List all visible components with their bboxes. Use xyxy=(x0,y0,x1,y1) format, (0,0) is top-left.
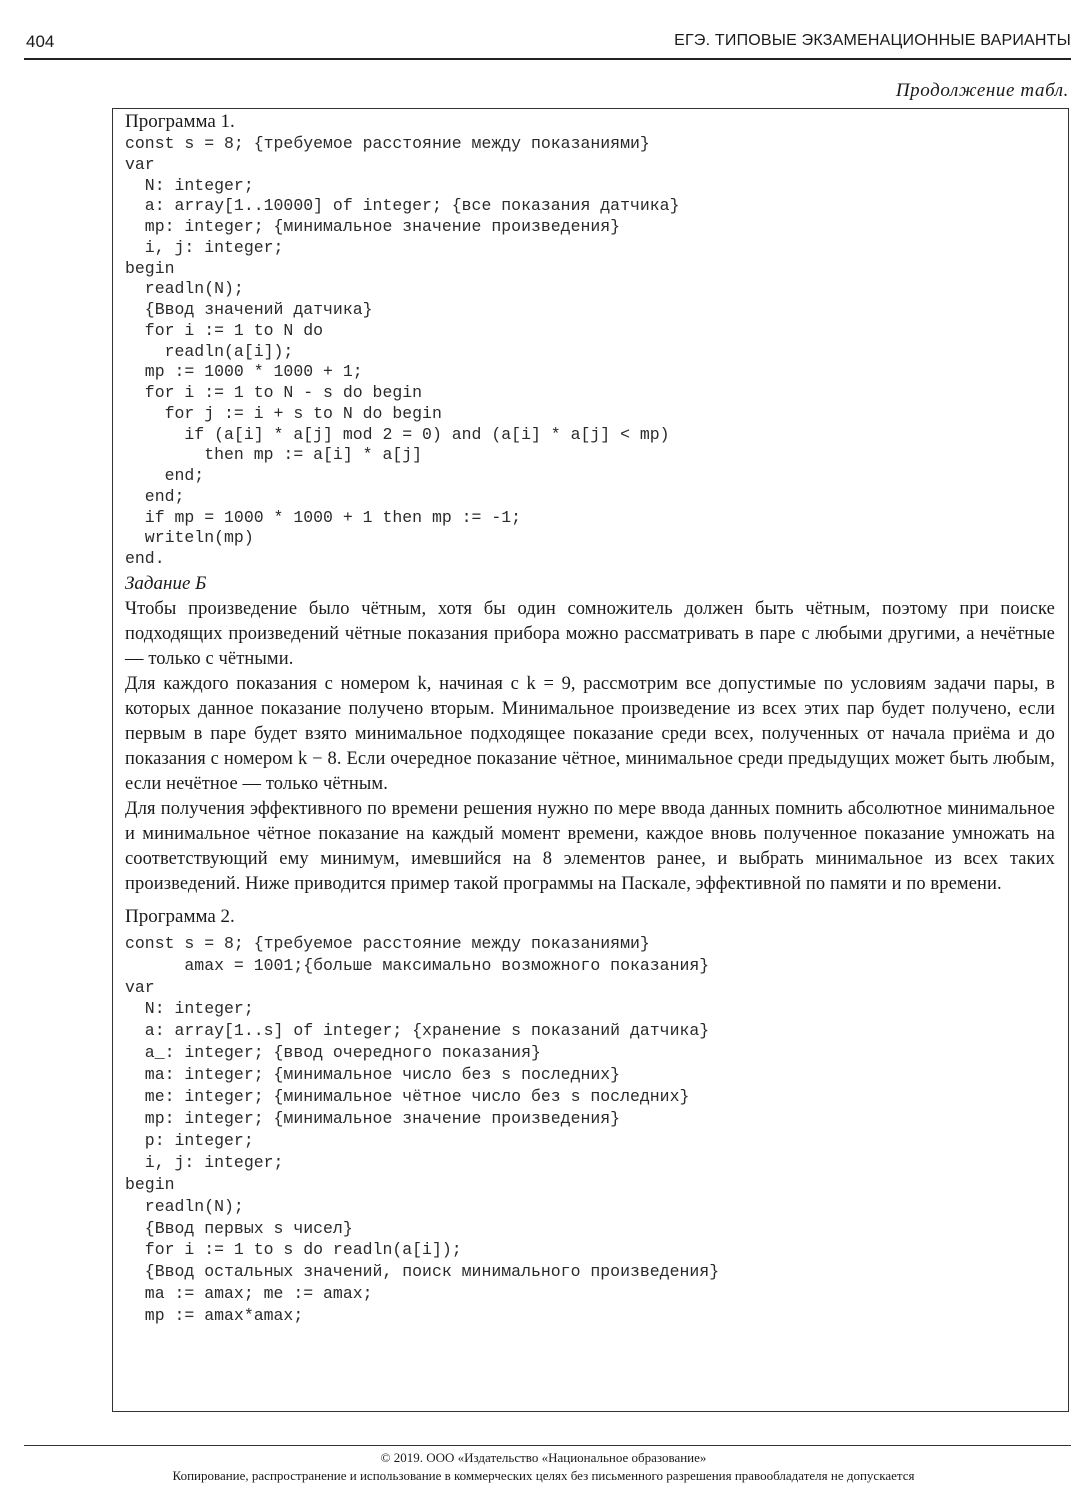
running-title: ЕГЭ. ТИПОВЫЕ ЭКЗАМЕНАЦИОННЫЕ ВАРИАНТЫ xyxy=(674,32,1071,49)
page-number: 404 xyxy=(26,32,55,51)
task-b-paragraph-1: Чтобы произведение было чётным, хотя бы один сомножитель должен быть чётным, поэтому при поиске подходящих произведений чётные показания прибора можно рассматривать в паре с любыми другими, а нечётные — только с чётными. xyxy=(125,598,1055,669)
continuation-label: Продолжение табл. xyxy=(895,80,1069,101)
footer-legal-notice: Копирование, распространение и использование в коммерческих целях без письменного разрешения правообладателя не допускается xyxy=(172,1468,915,1483)
footer-copyright: © 2019. ООО «Издательство «Национальное образование» xyxy=(380,1450,707,1465)
program2-title: Программа 2. xyxy=(125,905,235,927)
program1-title: Программа 1. xyxy=(125,111,235,132)
page-header xyxy=(24,28,1071,60)
program2-code: const s = 8; {требуемое расстояние между показаниями} amax = 1001;{больше максимально возможного показания} var N: integer; a: array[1..s] of integer; {хранение s показаний датчика} a_: integer; {ввод очередного показания} ma: integer; {минимальное число без s последних} me: integer; {минимальное чётное число без s последних} mp: integer; {минимальное значение произведения} p: integer; i, j: integer; begin readln(N); {Ввод первых s чисел} for i := 1 to s do readln(a[i]); {Ввод остальных значений, поиск минимального произведения} ma := amax; me := amax; mp := amax*amax; xyxy=(125,933,720,1326)
task-b-title: Задание Б xyxy=(125,572,207,594)
footer-divider xyxy=(24,1445,1071,1446)
task-b-paragraph-3: Для получения эффективного по времени решения нужно по мере ввода данных помнить абсолютное минимальное и минимальное чётное показание на каждый момент времени, каждое вновь полученное показание умножать на соответствующий ему минимум, имевшийся на 8 элементов ранее, и выбрать минимальное из всех таких произведений. Ниже приводится пример такой программы на Паскале, эффективной по памяти и по времени. xyxy=(125,798,1055,894)
task-b-paragraph-2: Для каждого показания с номером k, начиная с k = 9, рассмотрим все допустимые по условиям задачи пары, в которых данное показание получено вторым. Минимальное произведение из всех этих пар будет получено, если первым в паре будет взято минимальное подходящее показание среди всех, полученных от начала приёма и до показания с номером k − 8. Если очередное показание чётное, минимальное среди предыдущих может быть любым, если нечётное — только чётным. xyxy=(125,673,1055,794)
table-content xyxy=(125,110,1055,1327)
program1-code: const s = 8; {требуемое расстояние между показаниями} var N: integer; a: array[1..10000] of integer; {все показания датчика} mp: integer; {минимальное значение произведения} i, j: integer; begin readln(N); {Ввод значений датчика} for i := 1 to N do readln(a[i]); mp := 1000 * 1000 + 1; for i := 1 to N - s do begin for j := i + s to N do begin if (a[i] * a[j] mod 2 = 0) and (a[i] * a[j] < mp) then mp := a[i] * a[j] end; end; if mp = 1000 * 1000 + 1 then mp := -1; writeln(mp) end. xyxy=(125,134,680,568)
